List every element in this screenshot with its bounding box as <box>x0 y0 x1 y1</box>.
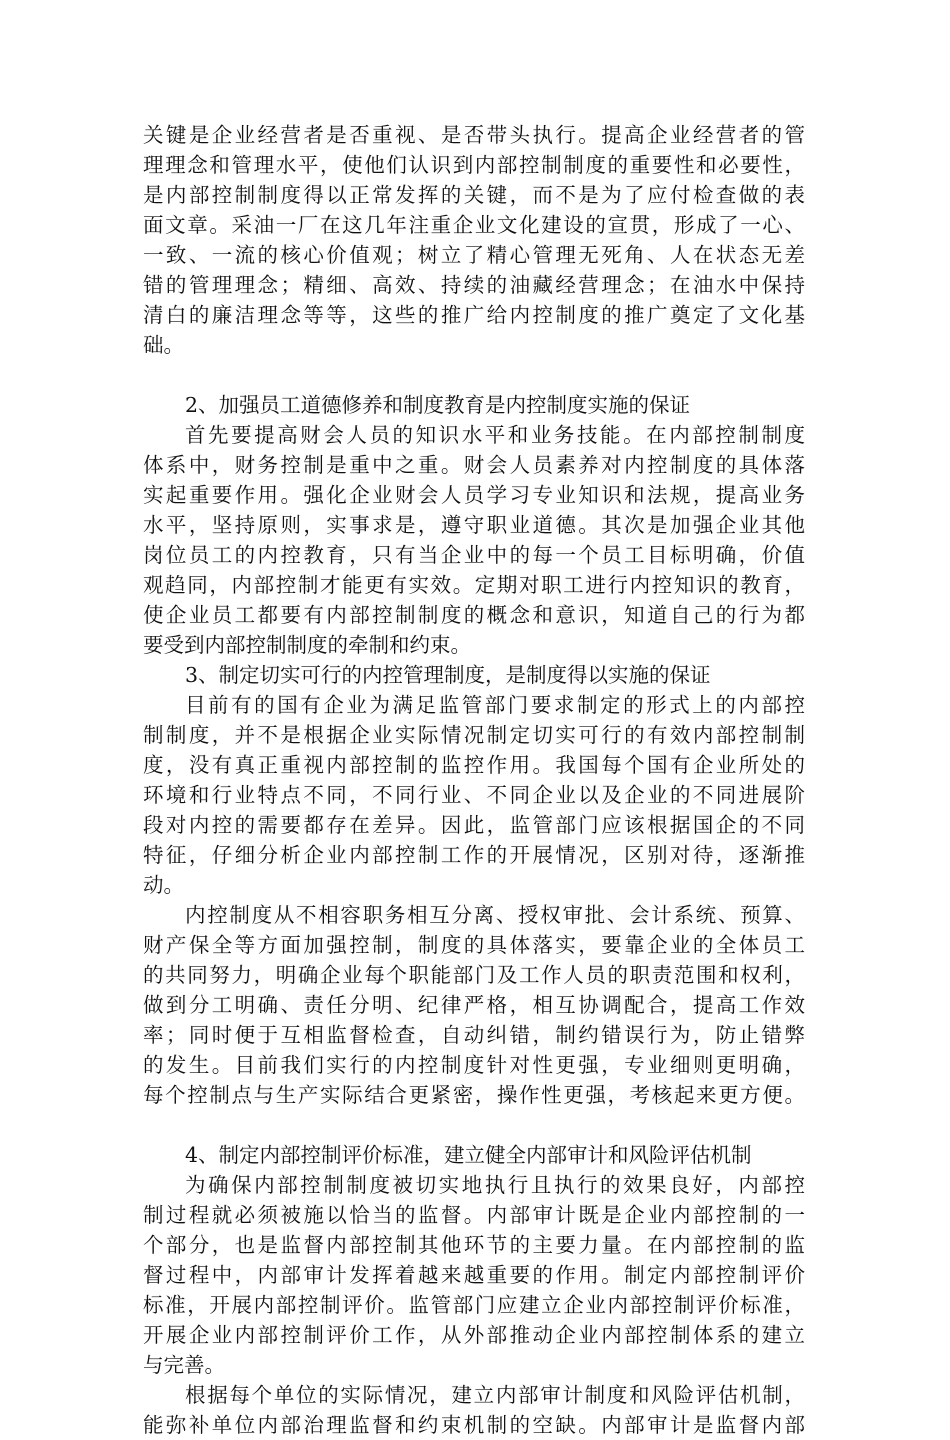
paragraph-line: 开展企业内部控制评价工作，从外部推动企业内部控制体系的建立 <box>143 1323 805 1347</box>
paragraph-line: 清白的廉洁理念等等，这些的推广给内控制度的推广奠定了文化基 <box>143 303 805 327</box>
paragraph-line: 与完善。 <box>143 1353 225 1377</box>
paragraph-line: 观趋同，内部控制才能更有实效。定期对职工进行内控知识的教育， <box>143 573 805 597</box>
paragraph-line: 根据每个单位的实际情况，建立内部审计制度和风险评估机制， <box>185 1383 805 1407</box>
paragraph-line: 首先要提高财会人员的知识水平和业务技能。在内部控制制度 <box>185 423 805 447</box>
paragraph-line: 错的管理理念；精细、高效、持续的油藏经营理念；在油水中保持 <box>143 273 805 297</box>
paragraph-line: 督过程中，内部审计发挥着越来越重要的作用。制定内部控制评价 <box>143 1263 805 1287</box>
paragraph-line: 一致、一流的核心价值观；树立了精心管理无死角、人在状态无差 <box>143 243 805 267</box>
paragraph-line: 个部分，也是监督内部控制其他环节的主要力量。在内部控制的监 <box>143 1233 805 1257</box>
paragraph-line: 每个控制点与生产实际结合更紧密，操作性更强，考核起来更方便。 <box>143 1083 805 1107</box>
paragraph-line: 做到分工明确、责任分明、纪律严格，相互协调配合，提高工作效 <box>143 993 805 1017</box>
paragraph-line: 制制度，并不是根据企业实际情况制定切实可行的有效内部控制制 <box>143 723 805 747</box>
paragraph-line: 使企业员工都要有内部控制制度的概念和意识，知道自己的行为都 <box>143 603 805 627</box>
paragraph-line: 础。 <box>143 333 184 357</box>
document-body <box>143 120 805 1440</box>
paragraph-line: 岗位员工的内控教育，只有当企业中的每一个员工目标明确，价值 <box>143 543 805 567</box>
section-heading: 4、制定内部控制评价标准，建立健全内部审计和风险评估机制 <box>185 1143 752 1167</box>
paragraph-line: 度，没有真正重视内部控制的监控作用。我国每个国有企业所处的 <box>143 753 805 777</box>
paragraph-line: 实起重要作用。强化企业财会人员学习专业知识和法规，提高业务 <box>143 483 805 507</box>
section-heading: 2、加强员工道德修养和制度教育是内控制度实施的保证 <box>185 393 691 417</box>
paragraph-line: 的发生。目前我们实行的内控制度针对性更强，专业细则更明确， <box>143 1053 805 1077</box>
paragraph-line: 为确保内部控制制度被切实地执行且执行的效果良好，内部控 <box>185 1173 805 1197</box>
paragraph-line: 体系中，财务控制是重中之重。财会人员素养对内控制度的具体落 <box>143 453 805 477</box>
paragraph-line: 理理念和管理水平，使他们认识到内部控制制度的重要性和必要性， <box>143 153 805 177</box>
paragraph-line: 率；同时便于互相监督检查，自动纠错，制约错误行为，防止错弊 <box>143 1023 805 1047</box>
paragraph-line: 特征，仔细分析企业内部控制工作的开展情况，区别对待，逐渐推 <box>143 843 805 867</box>
paragraph-line: 环境和行业特点不同，不同行业、不同企业以及企业的不同进展阶 <box>143 783 805 807</box>
paragraph-line: 能弥补单位内部治理监督和约束机制的空缺。内部审计是监督内部 <box>143 1413 805 1437</box>
paragraph-line: 内控制度从不相容职务相互分离、授权审批、会计系统、预算、 <box>185 903 805 927</box>
paragraph-line: 目前有的国有企业为满足监管部门要求制定的形式上的内部控 <box>185 693 805 717</box>
paragraph-line: 标准，开展内部控制评价。监管部门应建立企业内部控制评价标准， <box>143 1293 805 1317</box>
blank-line <box>143 360 805 390</box>
paragraph-line: 动。 <box>143 873 184 897</box>
blank-line <box>143 1110 805 1140</box>
paragraph-line: 要受到内部控制制度的牵制和约束。 <box>143 633 471 657</box>
paragraph-line: 制过程就必须被施以恰当的监督。内部审计既是企业内部控制的一 <box>143 1203 805 1227</box>
paragraph-line: 面文章。采油一厂在这几年注重企业文化建设的宣贯，形成了一心、 <box>143 213 805 237</box>
section-heading: 3、制定切实可行的内控管理制度，是制度得以实施的保证 <box>185 663 711 687</box>
paragraph-line: 财产保全等方面加强控制，制度的具体落实，要靠企业的全体员工 <box>143 933 805 957</box>
paragraph-line: 的共同努力，明确企业每个职能部门及工作人员的职责范围和权利， <box>143 963 805 987</box>
paragraph-line: 段对内控的需要都存在差异。因此，监管部门应该根据国企的不同 <box>143 813 805 837</box>
paragraph-line: 关键是企业经营者是否重视、是否带头执行。提高企业经营者的管 <box>143 123 805 147</box>
paragraph-line: 是内部控制制度得以正常发挥的关键，而不是为了应付检查做的表 <box>143 183 805 207</box>
paragraph-line: 水平，坚持原则，实事求是，遵守职业道德。其次是加强企业其他 <box>143 513 805 537</box>
